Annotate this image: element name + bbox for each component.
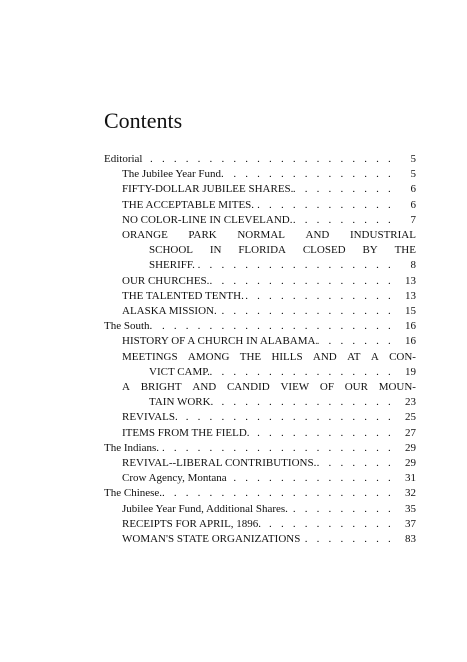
- page-title: Contents: [104, 108, 183, 133]
- toc-entry-title: ITEMS FROM THE FIELD.: [122, 426, 250, 439]
- toc-page-number: 5: [410, 153, 416, 165]
- toc-entry-title: THE TALENTED TENTH.: [122, 289, 244, 302]
- toc-page-number: 16: [405, 320, 416, 333]
- toc-subentry[interactable]: [104, 410, 416, 425]
- toc-page-number: 6: [410, 198, 416, 211]
- toc-page-number: 13: [405, 274, 416, 287]
- toc-page-number: 13: [405, 289, 416, 302]
- toc-page-number: 25: [405, 411, 416, 424]
- toc-entry-title: ALASKA MISSION.: [122, 305, 217, 318]
- dot-leader: [261, 517, 400, 532]
- dot-leader: [293, 182, 400, 197]
- toc-entry-title: REVIVAL--LIBERAL CONTRIBUTIONS.: [122, 457, 317, 470]
- dot-leader: [254, 198, 400, 213]
- toc-subentry[interactable]: [104, 380, 416, 410]
- dot-leader: [292, 213, 400, 228]
- dot-leader: [162, 486, 400, 501]
- toc-subentry[interactable]: [104, 532, 416, 547]
- toc-section-entry[interactable]: [104, 319, 416, 334]
- toc-entry-title: OUR CHURCHES.: [122, 274, 210, 287]
- toc-entry-title: REVIVALS.: [122, 411, 178, 424]
- dot-leader: [152, 319, 400, 334]
- toc-subentry[interactable]: [104, 274, 416, 289]
- dot-leader: [244, 289, 400, 304]
- toc-entry-title: The Jubilee Year Fund.: [122, 168, 224, 181]
- toc-section-entry[interactable]: [104, 441, 416, 456]
- toc-subentry[interactable]: [104, 502, 416, 517]
- toc-page-number: 37: [405, 517, 416, 530]
- dot-leader: [316, 456, 400, 471]
- toc-page-number: 83: [405, 533, 416, 546]
- toc-subentry[interactable]: [104, 289, 416, 304]
- dot-leader: [213, 395, 400, 410]
- toc-subentry[interactable]: [104, 471, 416, 486]
- dot-leader: [178, 410, 400, 425]
- toc-page-number: 32: [405, 487, 416, 500]
- toc-entry-title: FIFTY-DOLLAR JUBILEE SHARES.: [122, 183, 294, 196]
- toc-entry-title: SCHOOL IN FLORIDA CLOSED BY THE: [149, 244, 416, 257]
- toc-subentry[interactable]: [104, 228, 416, 274]
- toc-entry-title: ORANGE PARK NORMAL AND INDUSTRIAL: [122, 229, 416, 242]
- toc-page-number: 8: [410, 259, 416, 272]
- toc-page-number: 7: [410, 213, 416, 226]
- toc-page-number: 15: [405, 305, 416, 318]
- toc-entry-title: The Indians.: [104, 441, 159, 454]
- toc-subentry[interactable]: [104, 456, 416, 471]
- toc-subentry[interactable]: [104, 334, 416, 349]
- toc-section-entry[interactable]: [104, 486, 416, 501]
- dot-leader: [143, 152, 401, 167]
- toc-entry-title: RECEIPTS FOR APRIL, 1896.: [122, 517, 262, 530]
- dot-leader: [288, 502, 400, 517]
- dot-leader: [217, 304, 400, 319]
- toc-entry-title: The Chinese.: [104, 487, 163, 500]
- toc-entry-title: Crow Agency, Montana: [122, 472, 227, 485]
- toc-entry-title: SHERIFF.: [149, 259, 195, 272]
- toc-entry-title: WOMAN'S STATE ORGANIZATIONS: [122, 533, 301, 546]
- toc-page-number: 6: [410, 183, 416, 196]
- toc-entry-title: A BRIGHT AND CANDID VIEW OF OUR MOUN-: [122, 381, 416, 394]
- toc-subentry[interactable]: [104, 182, 416, 197]
- toc-entry-title: HISTORY OF A CHURCH IN ALABAMA.: [122, 335, 319, 348]
- toc-entry-title: TAIN WORK.: [149, 396, 214, 409]
- toc-entry-title: MEETINGS AMONG THE HILLS AND AT A CON-: [122, 350, 416, 363]
- dot-leader: [224, 167, 400, 182]
- table-of-contents: [104, 152, 416, 547]
- toc-entry-title: Editorial: [104, 153, 143, 165]
- toc-entry-title: THE ACCEPTABLE MITES.: [122, 198, 255, 211]
- dot-leader: [210, 365, 400, 380]
- toc-entry-title: The South.: [104, 320, 153, 333]
- toc-page-number: 27: [405, 426, 416, 439]
- toc-entry-title: VICT CAMP.: [149, 365, 210, 378]
- toc-subentry[interactable]: [104, 426, 416, 441]
- dot-leader: [195, 258, 400, 273]
- dot-leader: [250, 426, 400, 441]
- toc-subentry[interactable]: [104, 304, 416, 319]
- toc-page-number: 35: [405, 502, 416, 515]
- toc-subentry[interactable]: [104, 167, 416, 182]
- toc-page-number: 16: [405, 335, 416, 348]
- toc-page-number: 19: [405, 365, 416, 378]
- toc-entry-title: Jubilee Year Fund, Additional Shares.: [122, 502, 288, 515]
- toc-page-number: 29: [405, 457, 416, 470]
- toc-page-number: 23: [405, 396, 416, 409]
- dot-leader: [300, 532, 400, 547]
- toc-page-number: 31: [405, 472, 416, 485]
- toc-subentry[interactable]: [104, 198, 416, 213]
- toc-section-entry[interactable]: [104, 152, 416, 167]
- dot-leader: [159, 441, 400, 456]
- toc-page-number: 29: [405, 441, 416, 454]
- toc-subentry[interactable]: [104, 517, 416, 532]
- dot-leader: [227, 471, 400, 486]
- toc-entry-title: NO COLOR-LINE IN CLEVELAND.: [122, 213, 293, 226]
- toc-subentry[interactable]: [104, 350, 416, 380]
- toc-page-number: 5: [410, 168, 416, 181]
- toc-subentry[interactable]: [104, 213, 416, 228]
- dot-leader: [318, 334, 400, 349]
- dot-leader: [209, 274, 400, 289]
